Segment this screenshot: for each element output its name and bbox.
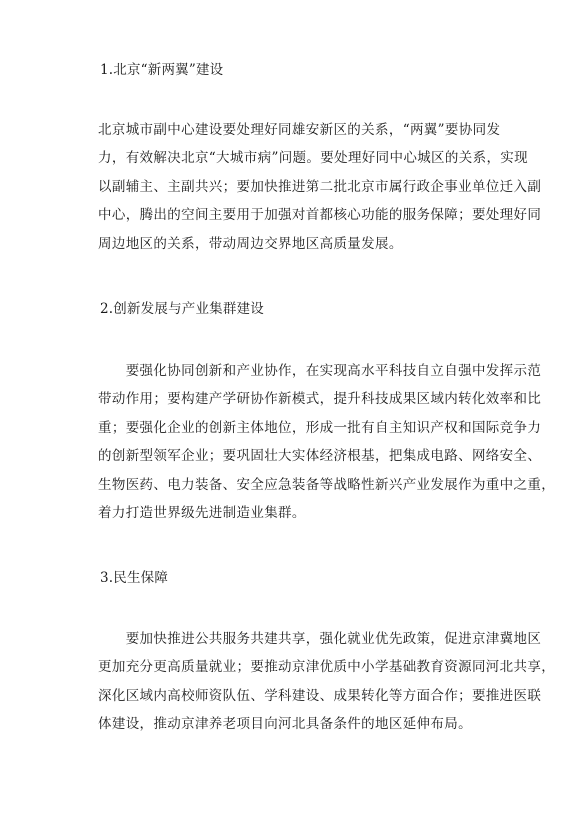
- section-1-paragraph: [98, 116, 542, 258]
- section-1-heading: 1.北京“新两翼”建设: [100, 62, 224, 78]
- paragraph-line: 的创新型领军企业；要巩固壮大实体经济根基，把集成电路、网络安全、: [98, 448, 542, 465]
- paragraph-line: 力，有效解决北京“大城市病”问题。要处理好同中心城区的关系，实现: [98, 150, 529, 167]
- paragraph-line: 更加充分更高质量就业；要推动京津优质中小学基础教育资源同河北共享，: [98, 659, 556, 676]
- paragraph-line: 北京城市副中心建设要处理好同雄安新区的关系，“两翼”要协同发: [98, 122, 501, 138]
- paragraph-line: 要加快推进公共服务共建共享，强化就业优先政策，促进京津冀地区: [98, 631, 542, 647]
- paragraph-line: 重；要强化企业的创新主体地位，形成一批有自主知识产权和国际竞争力: [98, 419, 542, 436]
- section-2-heading: 2.创新发展与产业集群建设: [100, 301, 264, 317]
- paragraph-line: 着力打造世界级先进制造业集群。: [98, 504, 306, 521]
- paragraph-line: 要强化协同创新和产业协作，在实现高水平科技自立自强中发挥示范: [98, 363, 542, 379]
- paragraph-line: 体建设，推动京津养老项目向河北具备条件的地区延伸布局。: [98, 716, 472, 733]
- section-2-paragraph: [98, 357, 556, 527]
- paragraph-line: 深化区域内高校师资队伍、学科建设、成果转化等方面合作；要推进医联: [98, 687, 542, 704]
- paragraph-line: 带动作用；要构建产学研协作新模式，提升科技成果区域内转化效率和比: [98, 391, 542, 408]
- section-3-heading: 3.民生保障: [100, 570, 169, 586]
- section-3-paragraph: [98, 625, 556, 739]
- paragraph-line: 以副辅主、主副共兴；要加快推进第二批北京市属行政企事业单位迁入副: [98, 178, 542, 195]
- paragraph-line: 中心，腾出的空间主要用于加强对首都核心功能的服务保障；要处理好同: [98, 207, 542, 224]
- paragraph-line: 周边地区的关系，带动周边交界地区高质量发展。: [98, 235, 403, 252]
- paragraph-line: 生物医药、电力装备、安全应急装备等战略性新兴产业发展作为重中之重，: [98, 476, 556, 493]
